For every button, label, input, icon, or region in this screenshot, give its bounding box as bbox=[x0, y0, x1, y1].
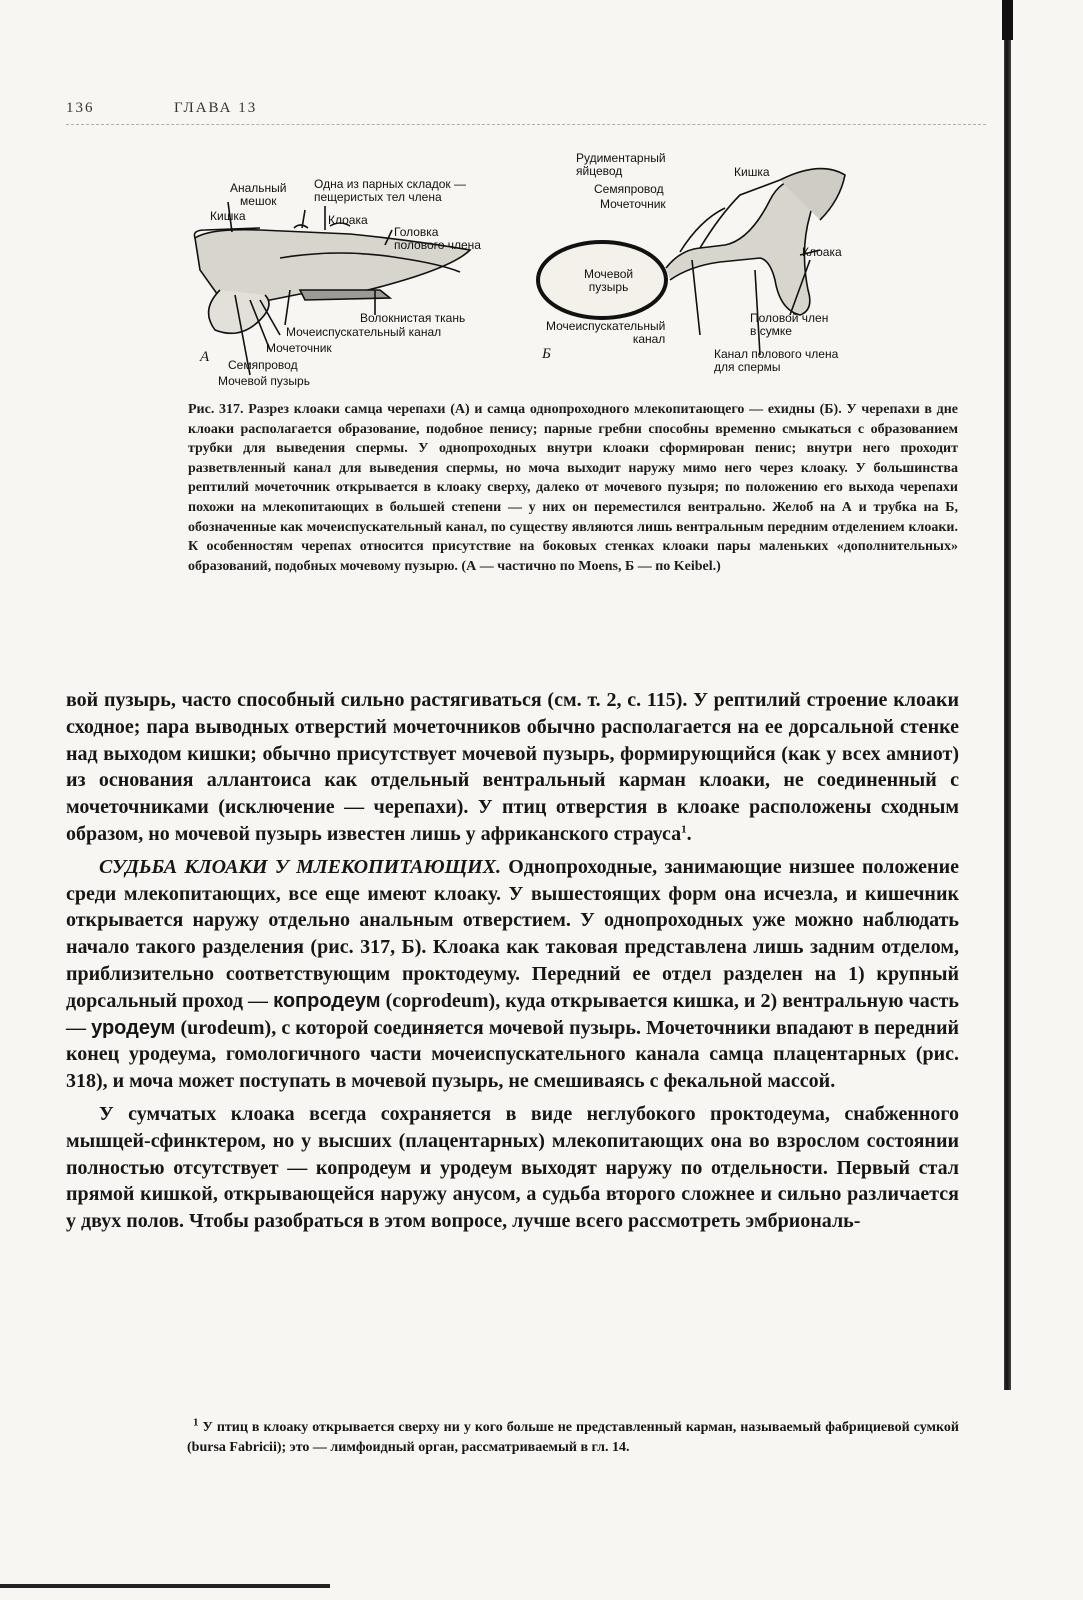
label-vas-deferens-a: Семяпровод bbox=[228, 358, 298, 372]
main-text bbox=[66, 687, 959, 1235]
footnote bbox=[187, 1418, 959, 1458]
label-intestine-a: Кишка bbox=[210, 209, 246, 223]
label-fibrous-tissue: Волокнистая ткань bbox=[360, 311, 466, 325]
label-ureter-a: Мочеточник bbox=[266, 341, 332, 355]
label-urethra-a: Мочеиспускательный канал bbox=[286, 325, 442, 339]
term-urodeum: уродеум bbox=[91, 1016, 176, 1039]
paragraph-2-part-b: (coprodeum), куда открывается кишка, и 2) вентральную часть — bbox=[66, 989, 959, 1039]
label-sperm-canal: Канал полового члена для спермы bbox=[714, 347, 839, 374]
label-anal-sac: Анальный мешок bbox=[230, 181, 287, 208]
label-glans: Головка полового члена bbox=[394, 225, 481, 252]
paragraph-2-part-c: (urodeum), с которой соединяется мочевой пузырь. Мочеточники впадают в передний конец уродеума, гомологичного части мочеиспускательного канала самца плацентарных (рис. 318), и моча может поступать в мочевой пузырь, не смешиваясь с фекальной массой. bbox=[66, 1016, 960, 1093]
paragraph-1-text: вой пузырь, часто способный сильно растягиваться (см. т. 2, с. 115). У рептилий строение клоаки сходное; пара выводных отверстий мочеточников обычно располагается на ее дорсальной стенке над выходом кишки; обычно присутствует мочевой пузырь, формирующийся (как у всех амниот) из основания аллантоиса как отдельный вентральный карман клоаки, не соединенный с мочеточниками (исключение — черепахи). У птиц отверстия в клоаке расположены сходным образом, но мочевой пузырь известен лишь у африканского страуса bbox=[66, 689, 959, 845]
label-ureter-b: Мочеточник bbox=[600, 197, 666, 211]
footnote-ref: 1 bbox=[681, 823, 687, 836]
label-vas-deferens-b: Семяпровод bbox=[594, 182, 664, 196]
paragraph-2-part-a: Однопроходные, занимающие низшее положение среди млекопитающих, все еще имеют клоаку. У вышестоящих форм она исчезла, и кишечник открывается наружу отдельно анальным отверстием. У однопроходных уже можно наблюдать начало такого разделения (рис. 317, Б). Клоака как таковая представлена лишь задним отделом, приблизительно соответствующим проктодеуму. Передний ее отдел разделен на 1) крупный дорсальный проход — bbox=[66, 855, 959, 1012]
scan-bottom-rule bbox=[0, 1584, 330, 1588]
label-penis-in-pouch: Половой член в сумке bbox=[750, 311, 829, 338]
panel-b-letter: Б bbox=[542, 346, 551, 362]
figure-317 bbox=[180, 140, 900, 395]
label-cloaca-b: Клоака bbox=[802, 245, 842, 259]
panel-a-letter: А bbox=[200, 349, 210, 365]
term-coprodeum: копродеум bbox=[273, 989, 381, 1012]
footnote-text: У птиц в клоаку открывается сверху ни у кого больше не представленный карман, называемый фабрициевой сумкой (bursa Fabricii); это — лимфоидный орган, рассматриваемый в гл. 14. bbox=[187, 1420, 959, 1455]
scan-edge-bar bbox=[1004, 0, 1011, 1390]
label-oviduct: Рудиментарный яйцевод bbox=[576, 151, 666, 178]
label-urethra-b: Мочеиспускательный канал bbox=[546, 319, 666, 346]
figure-caption: Рис. 317. Разрез клоаки самца черепахи (А) и самца однопроходного млекопитающего — ехидны (Б). У черепахи в дне клоаки располагается образование, подобное пенису; парные гребни способны временно смыкаться с образованием трубки для выведения спермы. У однопроходных внутри клоаки сформирован пенис; внутри него проходит разветвленный канал для выведения спермы, но моча выходит наружу мимо него через клоаку. У большинства рептилий мочеточник открывается в клоаку сверху, далеко от мочевого пузыря; по положению его выхода черепахи похожи на млекопитающих в большей степени — у них он переместился вентрально. Желоб на А и трубка на Б, обозначенные как мочеиспускательный канал, по существу являются лишь вентральным передним отделением клоаки. К особенностям черепах относится присутствие на боковых стенках клоаки пары маленьких «дополнительных» образований, подобных мочевому пузырю. (А — частично по Moens, Б — по Keibel.) bbox=[188, 402, 958, 574]
section-heading: СУДЬБА КЛОАКИ У МЛЕКОПИТАЮЩИХ. bbox=[99, 855, 501, 878]
label-cloaca-a: Клоака bbox=[328, 213, 368, 227]
page-header bbox=[66, 100, 258, 117]
paragraph-2 bbox=[66, 854, 959, 1095]
footnote-mark: 1 bbox=[193, 1416, 199, 1429]
page-number: 136 bbox=[66, 100, 95, 116]
label-bladder-a: Мочевой пузырь bbox=[218, 374, 310, 388]
paragraph-1 bbox=[66, 687, 959, 848]
label-fold: Одна из парных складок — пещеристых тел члена bbox=[314, 177, 466, 204]
label-intestine-b: Кишка bbox=[734, 165, 770, 179]
chapter-title: ГЛАВА 13 bbox=[174, 100, 258, 116]
label-bladder-b: Мочевой пузырь bbox=[584, 267, 634, 294]
header-rule bbox=[66, 124, 986, 125]
paragraph-3: У сумчатых клоака всегда сохраняется в виде неглубокого проктодеума, снабженного мышцей-сфинктером, но у высших (плацентарных) млекопитающих она во взрослом состоянии полностью отсутствует — копродеум и уродеум выходят наружу по отдельности. Первый стал прямой кишкой, открывающейся наружу анусом, а судьба второго сложнее и сильно различается у двух полов. Чтобы разобраться в этом вопросе, лучше всего рассмотреть эмбриональ- bbox=[66, 1102, 959, 1233]
paragraph-1-end: . bbox=[686, 822, 692, 845]
